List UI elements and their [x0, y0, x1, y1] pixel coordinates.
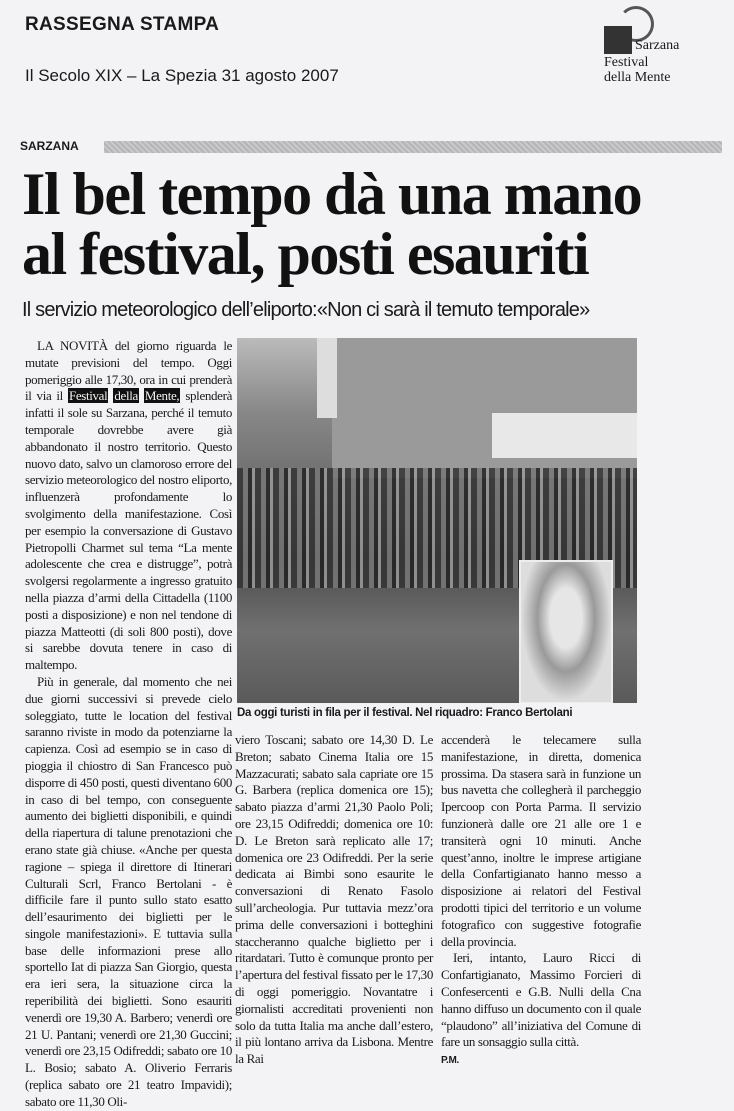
source-line: Il Secolo XIX – La Spezia 31 agosto 2007 [25, 66, 339, 85]
column-1 [25, 338, 232, 1111]
column-2 [235, 732, 433, 1068]
logo-line2: Festival [604, 55, 649, 70]
inset-portrait-photo [519, 560, 613, 703]
photo-sky [317, 338, 337, 418]
section-divider [104, 141, 722, 153]
headline-line-2: al festival, posti esauriti [22, 221, 589, 287]
paragraph-3: accenderà le telecamere sulla manifestazione, in diretta, domenica prossima. Da stasera sarà in funzione un bus navetta che collegherà il parcheggio Ipercoop con Porta Parma. Il servizio funzionerà dalle ore 21 alle ore 1 e transiterà ogni 10 minuti. Anche quest’anno, inoltre le imprese artigiane della Confartigianato hanno messo a disposizione ai relatori del Festival prodotti tipici del territorio e un volume fotografico con suggestive fotografie della provincia. [441, 732, 641, 949]
paragraph-4: Ieri, intanto, Lauro Ricci di Confartigianato, Massimo Forcieri di Confesercenti e G.B. Nulli della Cna hanno diffuso un documento con il quale “plaudono” all’iniziativa del Comune di fare un sonsaggio sulla città. [441, 950, 641, 1050]
logo-text-sarzana: Sarzana [635, 38, 680, 53]
subtitle: Il servizio meteorologico dell’eliporto:«Non ci sarà il temuto temporale» [22, 299, 590, 321]
photo-caption: Da oggi turisti in fila per il festival. Nel riquadro: Franco Bertolani [237, 707, 573, 719]
logo-square-icon [604, 26, 632, 54]
photo-tent [492, 413, 637, 458]
logo-text-festival [604, 55, 670, 85]
paragraph-2-continued: viero Toscani; sabato ore 14,30 D. Le Breton; sabato Cinema Italia ore 15 Mazzacurati; sabato sala capriate ore 15 G. Barbera (replica domenica ore 15); sabato piazza d’armi 21,30 Paolo Poli; ore 23,15 Odifreddi; domenica ore 10: D. Le Breton sarà replicato alle 17; domenica ore 23 Odifreddi. Per la serie dedicata ai Bimbi sono esaurite le conversazioni di Renato Fasolo sull’archeologia. Pur tuttavia mezz’ora prima delle conversazioni i botteghini staccheranno qualche biglietto per i ritardatari. Tutto è comunque pronto per l’apertura del festival fissato per le 17,30 di oggi pomeriggio. Novantatre i giornalisti accreditati provenienti non solo da tutta Italia ma anche dall’estero, il più lontano arriva da Lisbona. Mentre la Rai [235, 732, 433, 1067]
festival-logo [604, 6, 714, 90]
headline [22, 161, 734, 287]
highlight-della: della [114, 388, 138, 404]
section-label: SARZANA [20, 139, 79, 153]
press-review-title: RASSEGNA STAMPA [25, 14, 220, 35]
text: LA NOVITÀ del giorno riguarda le mutate previsioni del tempo. Oggi pomeriggio alle 17,30, ora in cui prenderà il via il [25, 338, 232, 404]
headline-line-1: Il bel tempo dà una mano [22, 161, 642, 227]
highlight-festival: Festival [68, 388, 108, 404]
crowd-photo [237, 338, 637, 703]
text: splenderà infatti il sole su Sarzana, perché il temuto temporale dovrebbe avere già abbandonato il nostro territorio. Questo nuovo dato, salvo un clamoroso errore del servizio meteorologico del nostro eliporto, influenzerà profondamente lo svolgimento della manifestazione. Così per esempio la conversazione di Gustavo Pietropolli Charmet sul tema “La mente adolescente che crea e distrugge”, potrà svolgersi regolarmente a ingresso gratuito nella piazza d’armi della Cittadella (1100 posti a disposizione) e non nel tendone di piazza Matteotti (di soli 800 posti), dove si sarebbe dovuta tenere in caso di maltempo. [25, 388, 232, 673]
paragraph-1 [25, 338, 232, 674]
paragraph-2: Più in generale, dal momento che nei due giorni successivi si prevede cielo soleggiato, tutte le location del festival saranno riviste in modo da potenziarne la capienza. Così ad esempio se in caso di pioggia il chiostro di San Francesco può disporre di 450 posti, questi diventano 600 in caso di bel tempo, con conseguente aumento dei biglietti disponibili, e quindi della riapertura di talune prenotazioni che erano state già chiuse. «Anche per questa ragione – spiega il direttore di Itinerari Culturali Scrl, Franco Bertolani - è difficile fare il punto sullo stato esatto dell’esaurimento dei biglietti per le singole manifestazioni». E tuttavia sulla base delle informazioni prese allo sportello Iat di piazza San Giorgio, questa era ieri sera, la situazione circa la reperibilità dei biglietti. Sono esauriti venerdì ore 19,30 A. Barbero; venerdì ore 21 U. Pantani; venerdì ore 21,30 Guccini; venerdì ore 23,15 Odifreddi; sabato ore 10 L. Bosio; sabato A. Oliverio Ferraris (replica sabato ore 21 teatro Impavidi); sabato ore 11,30 Oli- [25, 673, 233, 1109]
highlight-mente: Mente, [144, 388, 180, 404]
logo-line3: della Mente [604, 70, 671, 85]
author-signature: P.M. [441, 1055, 459, 1067]
column-3 [441, 732, 641, 1067]
